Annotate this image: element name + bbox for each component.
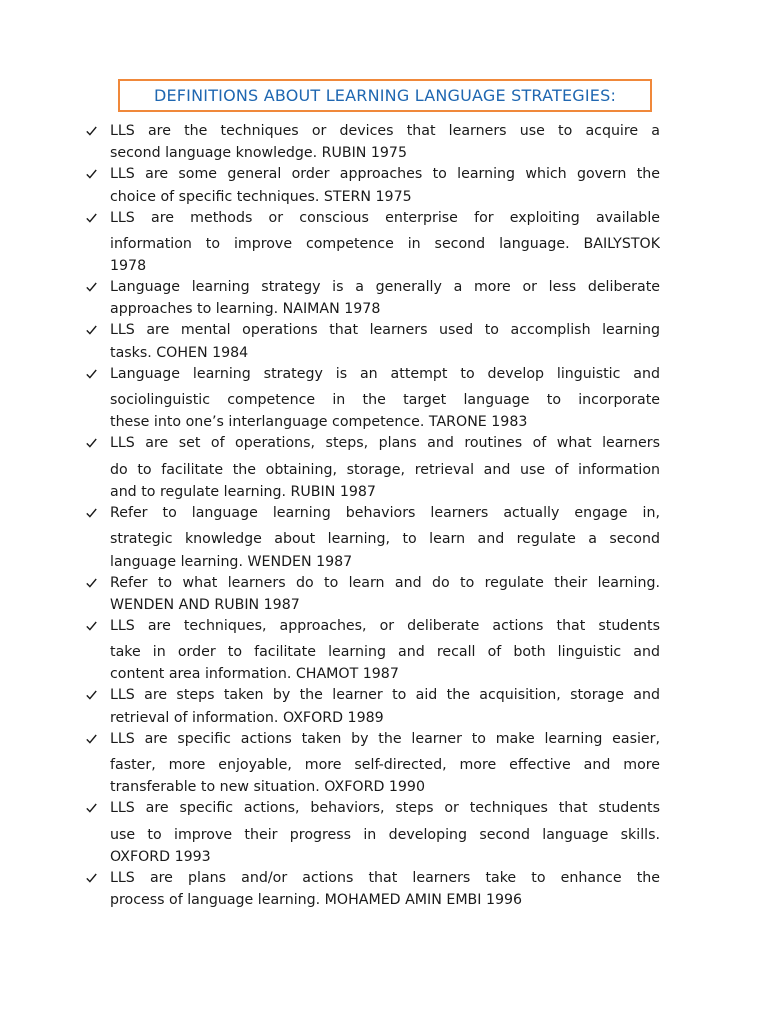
list-item [86,726,660,796]
list-item-line: LLS are plans and/or actions that learners take to enhance the [110,869,660,886]
list-item [86,361,660,431]
list-item [86,430,660,500]
checkmark-icon [86,500,100,526]
list-item-line: transferable to new situation. OXFORD 1990 [110,779,425,796]
list-item-line: approaches to learning. NAIMAN 1978 [110,301,381,318]
definitions-list [86,118,660,908]
checkmark-icon [86,118,100,144]
list-item-line: LLS are mental operations that learners used to accomplish learning [110,322,660,339]
checkmark-icon [86,570,100,596]
list-item-line: language learning. WENDEN 1987 [110,553,353,570]
title-box [118,79,652,112]
list-item-line: retrieval of information. OXFORD 1989 [110,709,384,726]
checkmark-icon [86,205,100,231]
checkmark-icon [86,430,100,456]
list-item [86,682,660,725]
list-item-line: Language learning strategy is a generally a more or less deliberate [110,279,660,296]
checkmark-icon [86,726,100,752]
list-item-line: process of language learning. MOHAMED AMIN EMBI 1996 [110,892,523,909]
list-item-line: LLS are methods or conscious enterprise for exploiting available [110,209,660,226]
list-item-line: Refer to what learners do to learn and do to regulate their learning. [110,574,660,591]
list-item [86,205,660,275]
list-item-line: LLS are steps taken by the learner to aid the acquisition, storage and [110,687,660,704]
checkmark-icon [86,161,100,187]
list-item [86,795,660,865]
list-item [86,274,660,317]
list-item-line: second language knowledge. RUBIN 1975 [110,145,407,162]
list-item-line: LLS are the techniques or devices that learners use to acquire a [110,123,660,139]
list-item [86,317,660,360]
list-item-line: choice of specific techniques. STERN 1975 [110,188,412,205]
list-item-line: OXFORD 1993 [110,848,211,865]
list-item-line: do to facilitate the obtaining, storage, retrieval and use of information [110,461,660,478]
list-item-line: WENDEN AND RUBIN 1987 [110,596,300,613]
list-item-line: Refer to language learning behaviors learners actually engage in, [110,504,660,521]
list-item [86,570,660,613]
list-item-line: tasks. COHEN 1984 [110,344,249,361]
list-item-line: sociolinguistic competence in the target language to incorporate [110,392,660,409]
list-item-line: LLS are set of operations, steps, plans and routines of what learners [110,435,660,452]
list-item [86,500,660,570]
list-item-line: LLS are specific actions taken by the learner to make learning easier, [110,730,660,747]
list-item-line: 1978 [110,258,147,275]
list-item-line: these into one’s interlanguage competence. TARONE 1983 [110,414,528,431]
list-item-line: information to improve competence in second language. BAILYSTOK [110,235,660,252]
checkmark-icon [86,317,100,343]
list-item-line: content area information. CHAMOT 1987 [110,666,399,683]
list-item-line: LLS are some general order approaches to learning which govern the [110,166,660,183]
list-item [86,865,660,908]
list-item [86,118,660,161]
list-item [86,161,660,204]
list-item-line: take in order to facilitate learning and recall of both linguistic and [110,644,660,661]
list-item-line: use to improve their progress in developing second language skills. [110,826,660,843]
checkmark-icon [86,274,100,300]
list-item-line: and to regulate learning. RUBIN 1987 [110,483,376,500]
checkmark-icon [86,865,100,891]
checkmark-icon [86,682,100,708]
list-item-line: LLS are techniques, approaches, or deliberate actions that students [110,617,660,634]
list-item-line: faster, more enjoyable, more self-directed, more effective and more [110,757,660,774]
document-title: DEFINITIONS ABOUT LEARNING LANGUAGE STRATEGIES: [153,86,617,105]
list-item-line: LLS are specific actions, behaviors, steps or techniques that students [110,800,660,817]
checkmark-icon [86,795,100,821]
list-item [86,613,660,683]
list-item-line: Language learning strategy is an attempt to develop linguistic and [110,365,660,382]
checkmark-icon [86,613,100,639]
checkmark-icon [86,361,100,387]
list-item-line: strategic knowledge about learning, to learn and regulate a second [110,531,660,548]
